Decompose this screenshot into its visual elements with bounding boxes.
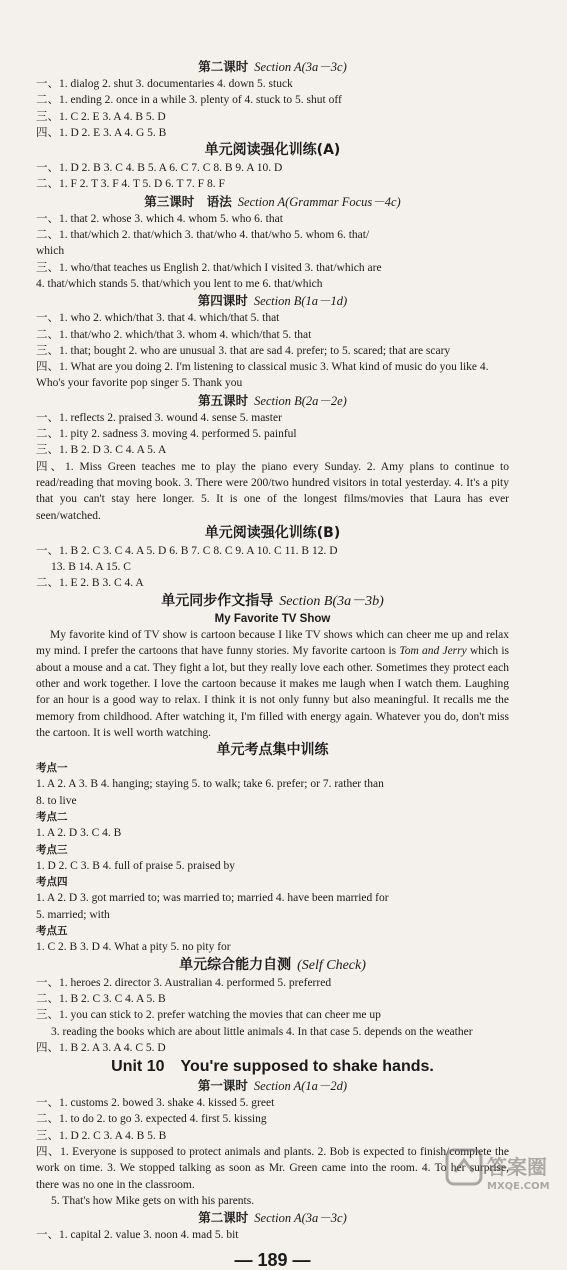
answer-line: 一、1. reflects 2. praised 3. wound 4. sense 5. master: [36, 411, 282, 424]
unit-title: Unit 10 You're supposed to shake hands.: [111, 1058, 434, 1076]
answer-line: 四、1. D 2. E 3. A 4. G 5. B: [36, 126, 167, 139]
answer-line: 二、1. to do 2. to go 3. expected 4. first 5. kissing: [36, 1113, 267, 1126]
answer-line: 四、1. B 2. A 3. A 4. C 5. D: [36, 1041, 166, 1054]
answer-line: 三、1. who/that teaches us English 2. that/which I visited 3. that/which are: [36, 261, 382, 274]
kaodian-label: 考点五: [36, 925, 68, 938]
answer-line: 1. C 2. B 3. D 4. What a pity 5. no pity for: [36, 941, 231, 954]
answer-line: 三、1. B 2. D 3. C 4. A 5. A: [36, 444, 167, 457]
answer-line: 二、1. ending 2. once in a while 3. plenty of 4. stuck to 5. shut off: [36, 94, 342, 107]
answer-line: 三、1. D 2. C 3. A 4. B 5. B: [36, 1129, 167, 1142]
answer-line: 二、1. pity 2. sadness 3. moving 4. performed 5. painful: [36, 428, 297, 441]
answer-line: 1. A 2. D 3. C 4. B: [36, 827, 122, 840]
kaodian-label: 考点四: [36, 876, 68, 889]
answer-line: 8. to live: [36, 794, 77, 807]
page-number: — 189 —: [234, 1249, 311, 1270]
answer-line: 一、1. heroes 2. director 3. Australian 4. performed 5. preferred: [36, 976, 332, 989]
answer-line: 三、1. C 2. E 3. A 4. B 5. D: [36, 110, 166, 123]
answer-line: 一、1. capital 2. value 3. noon 4. mad 5. bit: [36, 1229, 239, 1242]
section-heading: 第五课时 Section B(2a－2e): [198, 392, 347, 408]
essay-title: My Favorite TV Show: [214, 612, 331, 625]
section-heading: 单元同步作文指导 Section B(3a－3b): [161, 592, 384, 609]
answer-line: 5. That's how Mike gets on with his parents.: [51, 1194, 255, 1207]
section-heading: 第二课时 Section A(3a－3c): [198, 59, 347, 74]
answer-line: 5. married; with: [36, 908, 110, 921]
section-heading: 第三课时 语法 Section A(Grammar Focus－4c): [144, 193, 401, 209]
answer-paragraph: 四、1. Miss Green teaches me to play the piano every Sunday. 2. Amy plans to continue to read/reading that moving book. 3. There were 200/two hundred visitors in total yesterday. 4. It's a pity that you can't stay here longer. 5. It is one of the longest films/movies that Laura has ever seen/watched.: [36, 460, 509, 522]
answer-line: 二、1. E 2. B 3. C 4. A: [36, 577, 144, 590]
answer-line: 一、1. D 2. B 3. C 4. B 5. A 6. C 7. C 8. B 9. A 10. D: [36, 162, 283, 175]
answer-paragraph: 三、1. that; bought 2. who are unusual 3. that are sad 4. prefer; to 5. scared; that are scary: [36, 344, 451, 357]
answer-line: 1. A 2. A 3. B 4. hanging; staying 5. to walk; take 6. prefer; or 7. rather than: [36, 778, 384, 791]
answer-paragraph: 四、1. Everyone is supposed to protect animals and plants. 2. Bob is expected to finish/complete the work on time. 3. We stopped talking as soon as Mr. Green came into the room. 4. To her surprise, there was no one in the classroom.: [36, 1146, 509, 1191]
section-heading: 单元综合能力自测 (Self Check): [179, 956, 366, 973]
answer-line: 二、1. that/which 2. that/which 3. that/who 4. that/who 5. whom 6. that/: [36, 229, 370, 242]
answer-line: 一、1. that 2. whose 3. which 4. whom 5. who 6. that: [36, 212, 283, 225]
answer-line: 一、1. customs 2. bowed 3. shake 4. kissed 5. greet: [36, 1097, 275, 1110]
section-heading: 第二课时 Section A(3a－3c): [198, 1210, 347, 1226]
answer-line: which: [36, 245, 65, 258]
answer-line: 一、1. who 2. which/that 3. that 4. which/that 5. that: [36, 312, 280, 325]
watermark-logo: [445, 1148, 553, 1192]
answer-line: 二、1. that/who 2. which/that 3. whom 4. which/that 5. that: [36, 328, 312, 341]
section-heading: 单元阅读强化训练(A): [204, 142, 341, 159]
answer-line: 一、1. dialog 2. shut 3. documentaries 4. down 5. stuck: [36, 78, 293, 90]
answer-line: 三、1. you can stick to 2. prefer watching the movies that can cheer me up: [36, 1009, 381, 1022]
answer-line: 1. A 2. D 3. got married to; was married to; married 4. have been married for: [36, 892, 389, 905]
answer-line: 4. that/which stands 5. that/which you lent to me 6. that/which: [36, 277, 323, 290]
answer-line: 二、1. F 2. T 3. F 4. T 5. D 6. T 7. F 8. F: [36, 178, 225, 191]
answer-line: 一、1. B 2. C 3. C 4. A 5. D 6. B 7. C 8. C 9. A 10. C 11. B 12. D: [36, 544, 338, 557]
answer-paragraph: 3. reading the books which are about little animals 4. In that case 5. depends on the weather: [51, 1025, 473, 1038]
section-heading: 单元阅读强化训练(B): [204, 524, 341, 541]
kaodian-label: 考点三: [36, 843, 68, 856]
answer-line: 二、1. B 2. C 3. C 4. A 5. B: [36, 992, 166, 1005]
answer-line: 13. B 14. A 15. C: [51, 561, 131, 574]
kaodian-label: 考点二: [36, 810, 68, 823]
section-heading: 第一课时 Section A(1a－2d): [197, 1078, 348, 1094]
answer-paragraph: 四、1. What are you doing 2. I'm listening to classical music 3. What kind of music do you like 4. Who's your favorite pop singer 5. Thank you: [36, 361, 489, 390]
section-heading: 第四课时 Section B(1a－1d): [197, 293, 348, 309]
svg-text:MXQE.COM: MXQE.COM: [487, 1181, 550, 1192]
answer-line: 1. D 2. C 3. B 4. full of praise 5. praised by: [36, 859, 235, 872]
kaodian-label: 考点一: [36, 762, 68, 775]
svg-text:答案圈: 答案圈: [487, 1155, 547, 1179]
section-heading: 单元考点集中训练: [216, 742, 329, 759]
essay-body: My favorite kind of TV show is cartoon because I like TV shows which can cheer me up and relax my mind. I prefer the cartoons that have funny stories. My favorite cartoon is Tom and Jerry which is about a mouse and a cat. They fight a lot, but they really love each other. Sometimes they protect each other and work together. I love the cartoon because it makes me laugh when I watch them. Laughing for an hour is a good way to relax. I think it is not only funny but also meaningful. It recalls me the memory from childhood. After watching it, I'm filled with energy again. Whatever you do, don't miss the cartoon. It is well worth watching.: [36, 629, 509, 739]
